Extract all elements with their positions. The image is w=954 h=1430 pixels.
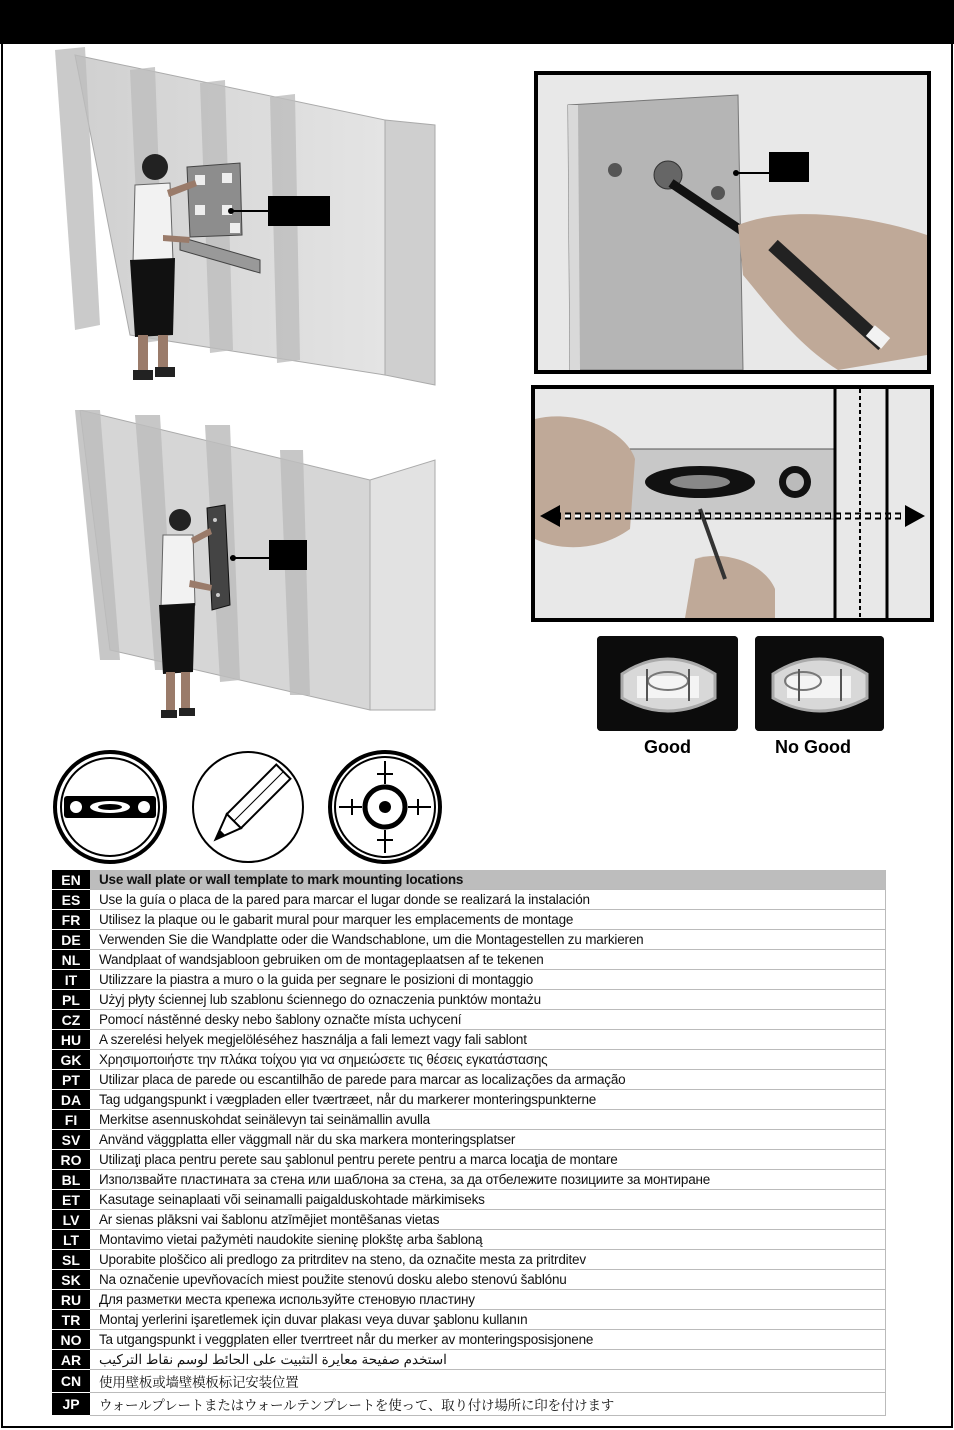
- instruction-text: Montavimo vietai pažymėti naudokite sieninę plokštę arba šabloną: [90, 1230, 886, 1250]
- language-row: [52, 1150, 886, 1170]
- language-row: [52, 990, 886, 1010]
- good-caption: Good: [644, 737, 691, 757]
- instruction-text: Utilizar placa de parede ou escantilhão de parede para marcar as localizações da armação: [90, 1070, 886, 1090]
- language-code: CZ: [52, 1010, 90, 1030]
- callout-label-box: [268, 196, 330, 226]
- language-code: RU: [52, 1290, 90, 1310]
- language-row: [52, 1070, 886, 1090]
- language-code: FI: [52, 1110, 90, 1130]
- language-row: [52, 1050, 886, 1070]
- instruction-text: Użyj płyty ściennej lub szablonu ściennego do oznaczenia punktów montażu: [90, 990, 886, 1010]
- language-row: [52, 1393, 886, 1416]
- instruction-text: Для разметки места крепежа используйте стеновую пластину: [90, 1290, 886, 1310]
- language-row: [52, 1290, 886, 1310]
- language-row: [52, 1210, 886, 1230]
- language-code: AR: [52, 1350, 90, 1370]
- instruction-text: Kasutage seinaplaati või seinamalli paigalduskohtade märkimiseks: [90, 1190, 886, 1210]
- language-code: NL: [52, 950, 90, 970]
- language-code: SV: [52, 1130, 90, 1150]
- language-code: FR: [52, 910, 90, 930]
- instruction-text: Montaj yerlerini işaretlemek için duvar plakası veya duvar şablonu kullanın: [90, 1310, 886, 1330]
- language-row: [52, 1010, 886, 1030]
- language-row: [52, 1030, 886, 1050]
- language-code: BL: [52, 1170, 90, 1190]
- language-row: [52, 1310, 886, 1330]
- level-icon: [52, 749, 168, 865]
- instruction-text: Na označenie upevňovacích miest použite stenovú dosku alebo stenovú šablónu: [90, 1270, 886, 1290]
- instruction-text: Utilizaţi placa pentru perete sau şablonul pentru perete pentru a marca locaţia de montare: [90, 1150, 886, 1170]
- language-row: [52, 1110, 886, 1130]
- language-row: [52, 930, 886, 950]
- wall-plate-illustration: [75, 410, 440, 735]
- instruction-text: Tag udgangspunkt i vægpladen eller tværtræet, når du markerer monteringspunkterne: [90, 1090, 886, 1110]
- language-row: [52, 1270, 886, 1290]
- language-code: DE: [52, 930, 90, 950]
- language-row: [52, 950, 886, 970]
- no-good-caption: No Good: [775, 737, 851, 757]
- no-good-bubble-image: [755, 636, 884, 731]
- language-code: PT: [52, 1070, 90, 1090]
- instruction-text: Merkitse asennuskohdat seinälevyn tai seinämallin avulla: [90, 1110, 886, 1130]
- instruction-text: Използвайте пластината за стена или шаблона за стена, за да отбележите позициите за монтиране: [90, 1170, 886, 1190]
- language-code: GK: [52, 1050, 90, 1070]
- instruction-text: 使用壁板或墙壁模板标记安装位置: [90, 1370, 886, 1393]
- language-code: JP: [52, 1393, 90, 1416]
- language-row: [52, 1370, 886, 1393]
- language-row: [52, 1350, 886, 1370]
- instruction-text: A szerelési helyek megjelöléséhez használja a fali lemezt vagy fali sablont: [90, 1030, 886, 1050]
- language-code: IT: [52, 970, 90, 990]
- instruction-text: استخدم صفيحة معايرة التثبيت على الحائط لوسم نقاط التركيب: [90, 1350, 886, 1370]
- instruction-text: Use la guía o placa de la pared para marcar el lugar donde se realizará la instalación: [90, 890, 886, 910]
- language-row: [52, 970, 886, 990]
- language-code: HU: [52, 1030, 90, 1050]
- language-row: [52, 1330, 886, 1350]
- instruction-text: Pomocí nástěnné desky nebo šablony označte místa uchycení: [90, 1010, 886, 1030]
- language-row: [52, 1090, 886, 1110]
- language-code: SL: [52, 1250, 90, 1270]
- language-code: SK: [52, 1270, 90, 1290]
- instruction-text: Χρησιμοποιήστε την πλάκα τοίχου για να σημειώσετε τις θέσεις εγκατάστασης: [90, 1050, 886, 1070]
- instruction-text: Ar sienas plāksni vai šablonu atzīmējiet montēšanas vietas: [90, 1210, 886, 1230]
- language-code: NO: [52, 1330, 90, 1350]
- instruction-text: ウォールプレートまたはウォールテンプレートを使って、取り付け場所に印を付けます: [90, 1393, 886, 1416]
- language-row: [52, 910, 886, 930]
- level-line-photo: [531, 385, 934, 622]
- language-code: ES: [52, 890, 90, 910]
- marking-photo: [534, 71, 931, 374]
- crosshair-target-icon: [327, 749, 443, 865]
- instruction-text: Ta utgangspunkt i veggplaten eller tverrtreet når du merker av monteringsposisjonene: [90, 1330, 886, 1350]
- instruction-text: Wandplaat of wandsjabloon gebruiken om de montageplaatsen af te tekenen: [90, 950, 886, 970]
- header-bar: [0, 0, 954, 44]
- language-row: [52, 870, 886, 890]
- instruction-text: Uporabite ploščico ali predlogo za pritrditev na steno, da označite mesta za pritrditev: [90, 1250, 886, 1270]
- good-bubble-image: [597, 636, 738, 731]
- instruction-text: Verwenden Sie die Wandplatte oder die Wandschablone, um die Montagestellen zu markieren: [90, 930, 886, 950]
- language-code: CN: [52, 1370, 90, 1393]
- language-code: EN: [52, 870, 90, 890]
- language-code: LT: [52, 1230, 90, 1250]
- instruction-text: Använd väggplatta eller väggmall när du ska markera monteringsplatser: [90, 1130, 886, 1150]
- language-row: [52, 1230, 886, 1250]
- instruction-text: Utilisez la plaque ou le gabarit mural pour marquer les emplacements de montage: [90, 910, 886, 930]
- language-row: [52, 1250, 886, 1270]
- wall-template-illustration: [55, 45, 440, 390]
- language-instructions-table: [52, 870, 886, 1416]
- callout-label-box-3: [769, 152, 809, 182]
- language-row: [52, 890, 886, 910]
- language-code: DA: [52, 1090, 90, 1110]
- language-code: ET: [52, 1190, 90, 1210]
- instruction-text: Use wall plate or wall template to mark mounting locations: [90, 870, 886, 890]
- language-code: TR: [52, 1310, 90, 1330]
- language-code: LV: [52, 1210, 90, 1230]
- language-row: [52, 1170, 886, 1190]
- language-code: RO: [52, 1150, 90, 1170]
- pencil-icon: [190, 749, 306, 865]
- language-row: [52, 1130, 886, 1150]
- callout-label-box-2: [269, 540, 307, 570]
- language-row: [52, 1190, 886, 1210]
- language-code: PL: [52, 990, 90, 1010]
- instruction-text: Utilizzare la piastra a muro o la guida per segnare le posizioni di montaggio: [90, 970, 886, 990]
